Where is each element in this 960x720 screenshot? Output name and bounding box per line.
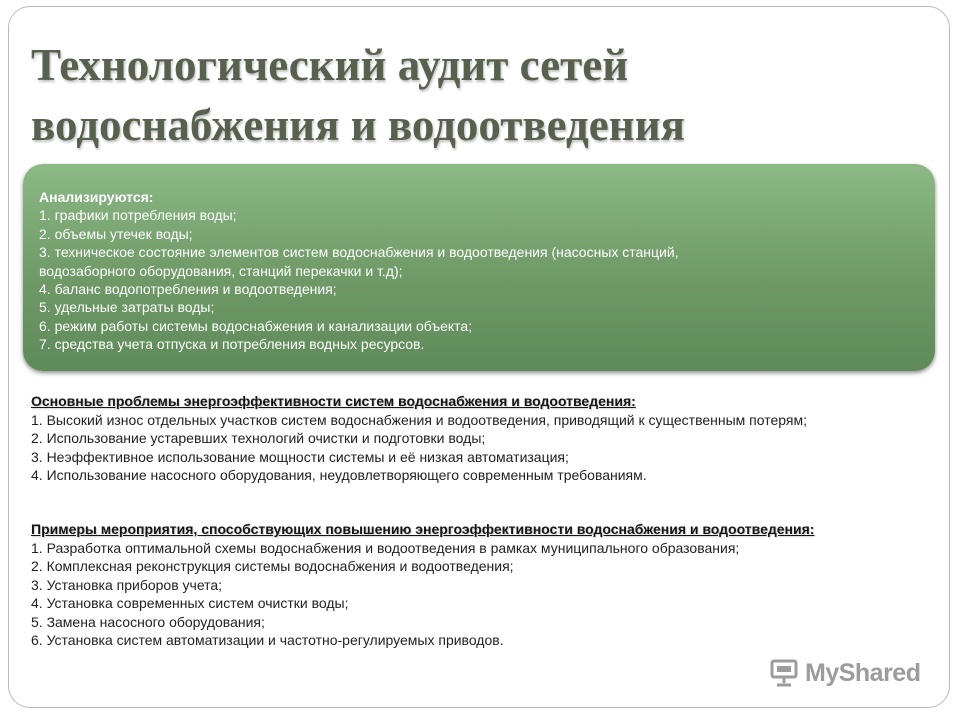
analysis-item: 3. техническое состояние элементов систем водоснабжения и водоотведения (насосных станций, — [39, 244, 679, 261]
measures-heading: Примеры мероприятия, способствующих повышению энергоэффективности водоснабжения и водоотведения: — [31, 521, 815, 537]
analysis-box — [23, 164, 935, 371]
problems-heading: Основные проблемы энергоэффективности систем водоснабжения и водоотведения: — [31, 393, 636, 409]
problems-item: 3. Неэффективное использование мощности системы и её низкая автоматизация; — [31, 448, 569, 465]
analysis-item: 7. средства учета отпуска и потребления водных ресурсов. — [39, 336, 425, 353]
analysis-heading: Анализируются: — [39, 189, 154, 205]
title-line: водоснабжения и водоотведения — [31, 100, 685, 150]
measures-item: 1. Разработка оптимальной схемы водоснабжения и водоотведения в рамках муниципального образования; — [31, 539, 740, 556]
slide-title — [31, 35, 931, 155]
measures-item: 5. Замена насосного оборудования; — [31, 613, 265, 630]
analysis-item: 2. объемы утечек воды; — [39, 225, 193, 242]
presentation-board-icon — [769, 658, 799, 688]
analysis-item: 5. удельные затраты воды; — [39, 299, 215, 316]
problems-item: 2. Использование устаревших технологий очистки и подготовки воды; — [31, 430, 486, 446]
slide — [8, 6, 950, 708]
measures-section — [31, 520, 931, 650]
analysis-item: 4. баланс водопотребления и водоотведения; — [39, 281, 337, 298]
analysis-item: водозаборного оборудования, станций перекачки и т.д); — [39, 262, 403, 279]
problems-item: 4. Использование насосного оборудования, неудовлетворяющего современным требованиям. — [31, 467, 647, 483]
watermark-text: MyShared — [805, 658, 921, 687]
myshared-watermark[interactable] — [769, 655, 920, 691]
measures-item: 2. Комплексная реконструкция системы водоснабжения и водоотведения; — [31, 558, 514, 574]
title-line: Технологический аудит сетей — [31, 40, 629, 90]
problems-item: 1. Высокий износ отдельных участков систем водоснабжения и водоотведения, приводящий к существенным потерям; — [31, 411, 807, 428]
measures-item: 3. Установка приборов учета; — [31, 576, 223, 593]
problems-section — [31, 392, 931, 485]
measures-item: 4. Установка современных систем очистки воды; — [31, 595, 349, 611]
analysis-item: 1. графики потребления воды; — [39, 207, 237, 224]
measures-item: 6. Установка систем автоматизации и частотно-регулируемых приводов. — [31, 632, 504, 648]
analysis-item: 6. режим работы системы водоснабжения и канализации объекта; — [39, 317, 473, 334]
